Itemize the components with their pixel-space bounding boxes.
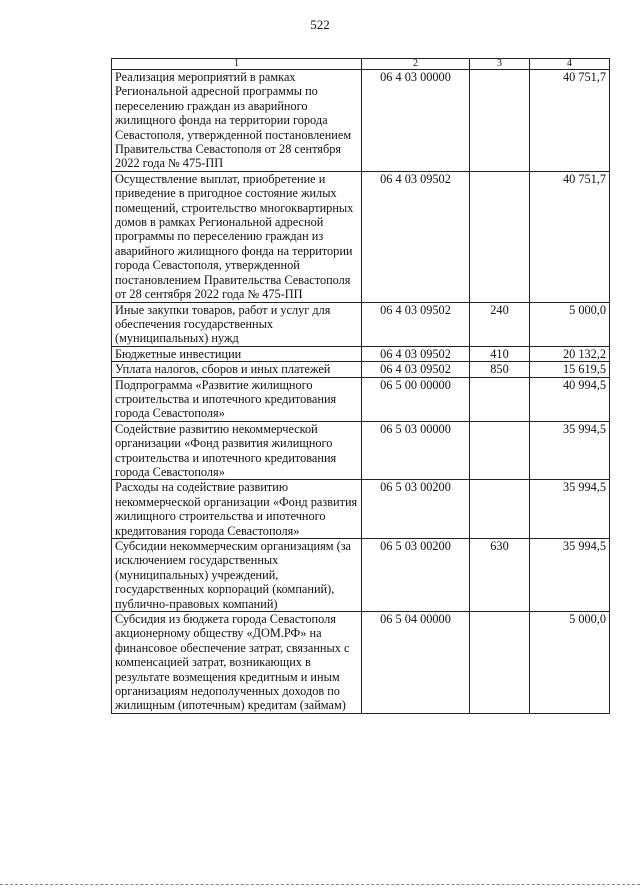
row-code-cell: 06 4 03 00000: [362, 70, 470, 172]
row-type-cell: [470, 70, 530, 172]
table-row: [112, 377, 610, 421]
row-type-cell: 240: [470, 302, 530, 346]
row-type-cell: [470, 612, 530, 714]
row-code-cell: 06 5 03 00200: [362, 480, 470, 539]
row-code-cell: 06 4 03 09502: [362, 362, 470, 377]
row-name-cell: Субсидия из бюджета города Севастополя акционерному обществу «ДОМ.РФ» на финансовое обеспечение затрат, связанных с компенсацией затрат, возникающих в результате возмещения кредитным и иным организациям недополученных доходов по жилищным (ипотечным) кредитам (займам): [112, 612, 362, 714]
row-type-cell: 410: [470, 346, 530, 361]
row-code-cell: 06 5 00 00000: [362, 377, 470, 421]
row-type-cell: [470, 377, 530, 421]
row-sum-cell: 35 994,5: [530, 421, 610, 480]
row-name-cell: Реализация мероприятий в рамках Региональной адресной программы по переселению граждан из аварийного жилищного фонда на территории города Севастополя, утвержденной постановлением Правительства Севастополя от 28 сентября 2022 года № 475-ПП: [112, 70, 362, 172]
column-header-4: 4: [530, 59, 610, 70]
row-name-cell: Бюджетные инвестиции: [112, 346, 362, 361]
table-row: [112, 70, 610, 172]
table-row: [112, 302, 610, 346]
row-type-cell: [470, 480, 530, 539]
table-row: [112, 362, 610, 377]
row-type-cell: 850: [470, 362, 530, 377]
row-type-cell: [470, 421, 530, 480]
row-name-cell: Уплата налогов, сборов и иных платежей: [112, 362, 362, 377]
page-number: 522: [310, 17, 330, 32]
table-row: [112, 612, 610, 714]
table-row: [112, 421, 610, 480]
row-name-cell: Подпрограмма «Развитие жилищного строительства и ипотечного кредитования города Севастополя»: [112, 377, 362, 421]
row-sum-cell: 40 994,5: [530, 377, 610, 421]
table-row: [112, 480, 610, 539]
row-code-cell: 06 4 03 09502: [362, 346, 470, 361]
row-name-cell: Иные закупки товаров, работ и услуг для обеспечения государственных (муниципальных) нужд: [112, 302, 362, 346]
row-sum-cell: 5 000,0: [530, 302, 610, 346]
column-header-2: 2: [362, 59, 470, 70]
column-header-3: 3: [470, 59, 530, 70]
row-code-cell: 06 4 03 09502: [362, 171, 470, 302]
row-type-cell: [470, 171, 530, 302]
row-code-cell: 06 5 04 00000: [362, 612, 470, 714]
row-sum-cell: 35 994,5: [530, 539, 610, 612]
row-name-cell: Расходы на содействие развитию некоммерческой организации «Фонд развития жилищного строительства и ипотечного кредитования города Севастополя»: [112, 480, 362, 539]
row-name-cell: Осуществление выплат, приобретение и приведение в пригодное состояние жилых помещений, строительство многоквартирных домов в рамках Региональной адресной программы по переселению граждан из аварийного жилищного фонда на территории города Севастополя, утвержденной постановлением Правительства Севастополя от 28 сентября 2022 года № 475-ПП: [112, 171, 362, 302]
table-header-row: [112, 59, 610, 70]
row-sum-cell: 35 994,5: [530, 480, 610, 539]
row-type-cell: 630: [470, 539, 530, 612]
budget-table: [111, 58, 610, 714]
row-code-cell: 06 4 03 09502: [362, 302, 470, 346]
table-row: [112, 539, 610, 612]
row-sum-cell: 40 751,7: [530, 70, 610, 172]
row-name-cell: Субсидии некоммерческим организациям (за исключением государственных (муниципальных) учреждений, государственных корпораций (компаний), публично-правовых компаний): [112, 539, 362, 612]
row-sum-cell: 20 132,2: [530, 346, 610, 361]
row-code-cell: 06 5 03 00000: [362, 421, 470, 480]
table-row: [112, 171, 610, 302]
row-name-cell: Содействие развитию некоммерческой организации «Фонд развития жилищного строительства и ипотечного кредитования города Севастополя»: [112, 421, 362, 480]
page-bottom-divider: [0, 884, 640, 885]
table-row: [112, 346, 610, 361]
row-sum-cell: 5 000,0: [530, 612, 610, 714]
row-sum-cell: 15 619,5: [530, 362, 610, 377]
row-code-cell: 06 5 03 00200: [362, 539, 470, 612]
row-sum-cell: 40 751,7: [530, 171, 610, 302]
column-header-1: 1: [112, 59, 362, 70]
